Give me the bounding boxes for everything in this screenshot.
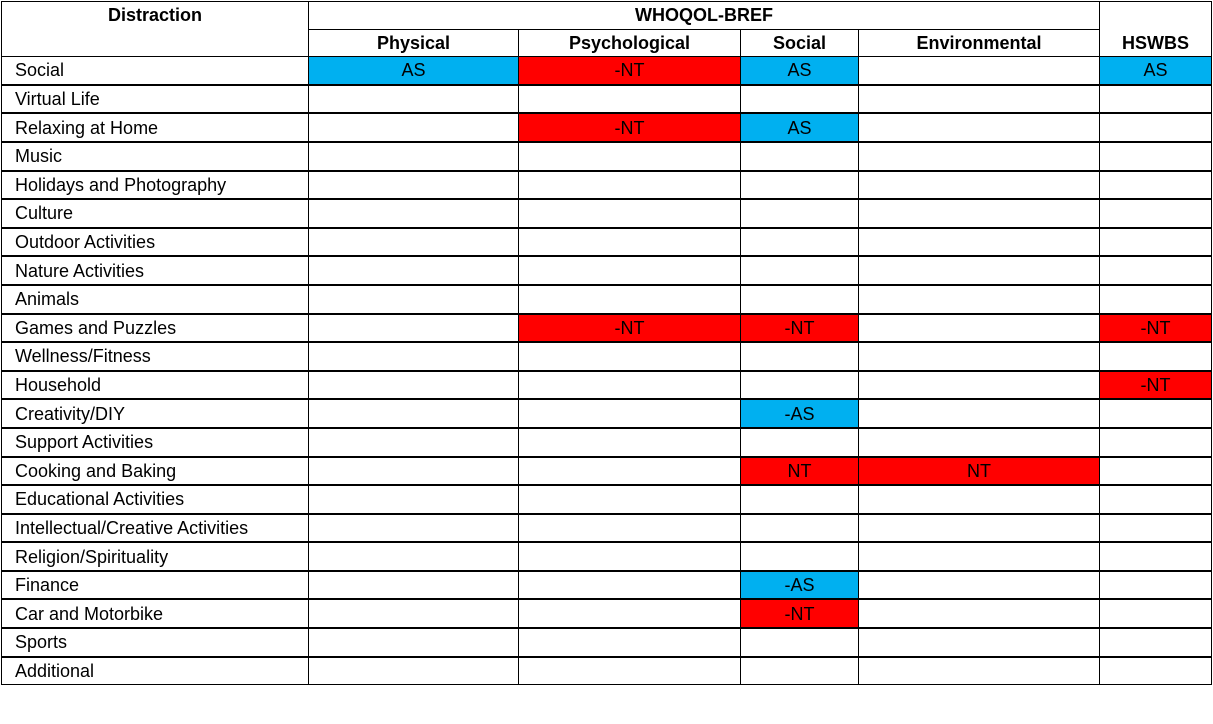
physical-cell (309, 571, 519, 600)
hswbs-cell: AS (1100, 57, 1212, 85)
environmental-cell (859, 285, 1100, 314)
environmental-column-header: Environmental (859, 29, 1100, 57)
hswbs-cell (1100, 228, 1212, 257)
social-cell (741, 199, 859, 228)
hswbs-cell (1100, 571, 1212, 600)
social-cell (741, 657, 859, 685)
table-row (2, 542, 1212, 571)
physical-cell (309, 228, 519, 257)
psychological-cell (519, 514, 741, 543)
physical-cell (309, 399, 519, 428)
environmental-cell (859, 113, 1100, 142)
hswbs-cell (1100, 657, 1212, 685)
social-cell: -AS (741, 571, 859, 600)
physical-cell (309, 171, 519, 200)
psychological-cell (519, 399, 741, 428)
distraction-label: Household (2, 371, 309, 400)
psychological-cell (519, 457, 741, 486)
environmental-cell (859, 542, 1100, 571)
distraction-label: Nature Activities (2, 256, 309, 285)
distraction-label: Educational Activities (2, 485, 309, 514)
hswbs-cell: -NT (1100, 371, 1212, 400)
table-row (2, 428, 1212, 457)
psychological-cell: -NT (519, 113, 741, 142)
physical-cell (309, 314, 519, 343)
environmental-cell (859, 57, 1100, 85)
environmental-cell (859, 314, 1100, 343)
table-row (2, 113, 1212, 142)
physical-cell (309, 256, 519, 285)
environmental-cell (859, 599, 1100, 628)
social-cell (741, 485, 859, 514)
hswbs-cell (1100, 428, 1212, 457)
distraction-label: Sports (2, 628, 309, 657)
results-table-container (1, 1, 1212, 685)
social-column-header: Social (741, 29, 859, 57)
distraction-column-header: Distraction (2, 2, 309, 57)
social-cell: -NT (741, 314, 859, 343)
psychological-cell (519, 428, 741, 457)
distraction-label: Finance (2, 571, 309, 600)
hswbs-cell (1100, 85, 1212, 114)
environmental-cell (859, 514, 1100, 543)
psychological-cell (519, 599, 741, 628)
physical-column-header: Physical (309, 29, 519, 57)
table-row (2, 342, 1212, 371)
environmental-cell (859, 199, 1100, 228)
psychological-cell (519, 571, 741, 600)
psychological-cell: -NT (519, 57, 741, 85)
table-row (2, 485, 1212, 514)
physical-cell (309, 85, 519, 114)
table-row (2, 142, 1212, 171)
distraction-label: Support Activities (2, 428, 309, 457)
social-cell (741, 142, 859, 171)
environmental-cell (859, 571, 1100, 600)
table-row (2, 657, 1212, 685)
psychological-cell (519, 85, 741, 114)
psychological-cell (519, 285, 741, 314)
psychological-cell (519, 371, 741, 400)
hswbs-column-header: HSWBS (1100, 2, 1212, 57)
psychological-cell (519, 542, 741, 571)
environmental-cell (859, 428, 1100, 457)
physical-cell (309, 657, 519, 685)
hswbs-cell (1100, 485, 1212, 514)
hswbs-cell (1100, 628, 1212, 657)
psychological-cell (519, 342, 741, 371)
distraction-label: Creativity/DIY (2, 399, 309, 428)
psychological-cell (519, 485, 741, 514)
social-cell: AS (741, 57, 859, 85)
environmental-cell (859, 171, 1100, 200)
environmental-cell (859, 485, 1100, 514)
psychological-cell: -NT (519, 314, 741, 343)
distraction-label: Animals (2, 285, 309, 314)
psychological-cell (519, 228, 741, 257)
distraction-label: Music (2, 142, 309, 171)
environmental-cell (859, 399, 1100, 428)
physical-cell (309, 485, 519, 514)
table-row (2, 314, 1212, 343)
table-row (2, 457, 1212, 486)
distraction-label: Outdoor Activities (2, 228, 309, 257)
environmental-cell (859, 628, 1100, 657)
hswbs-cell (1100, 457, 1212, 486)
distraction-label: Games and Puzzles (2, 314, 309, 343)
social-cell (741, 256, 859, 285)
physical-cell (309, 199, 519, 228)
table-row (2, 599, 1212, 628)
distraction-label: Holidays and Photography (2, 171, 309, 200)
environmental-cell (859, 228, 1100, 257)
distraction-label: Social (2, 57, 309, 85)
physical-cell (309, 457, 519, 486)
social-cell: -AS (741, 399, 859, 428)
environmental-cell (859, 85, 1100, 114)
hswbs-cell (1100, 342, 1212, 371)
physical-cell: AS (309, 57, 519, 85)
environmental-cell (859, 142, 1100, 171)
table-body (2, 57, 1212, 685)
distraction-label: Additional (2, 657, 309, 685)
whoqol-bref-group-header: WHOQOL-BREF (309, 2, 1100, 30)
distraction-label: Wellness/Fitness (2, 342, 309, 371)
social-cell: -NT (741, 599, 859, 628)
physical-cell (309, 371, 519, 400)
psychological-cell (519, 199, 741, 228)
distraction-label: Virtual Life (2, 85, 309, 114)
table-row (2, 228, 1212, 257)
hswbs-cell (1100, 142, 1212, 171)
psychological-cell (519, 628, 741, 657)
hswbs-cell (1100, 399, 1212, 428)
hswbs-cell (1100, 514, 1212, 543)
psychological-cell (519, 256, 741, 285)
hswbs-cell (1100, 285, 1212, 314)
distraction-results-table (1, 1, 1212, 685)
social-cell (741, 285, 859, 314)
hswbs-cell (1100, 171, 1212, 200)
psychological-cell (519, 171, 741, 200)
hswbs-cell (1100, 256, 1212, 285)
social-cell (741, 171, 859, 200)
table-row (2, 514, 1212, 543)
hswbs-cell (1100, 542, 1212, 571)
table-row (2, 171, 1212, 200)
table-row (2, 371, 1212, 400)
distraction-label: Car and Motorbike (2, 599, 309, 628)
physical-cell (309, 342, 519, 371)
social-cell (741, 628, 859, 657)
psychological-cell (519, 657, 741, 685)
table-row (2, 199, 1212, 228)
social-cell: AS (741, 113, 859, 142)
social-cell (741, 428, 859, 457)
table-row (2, 85, 1212, 114)
header-row-top (2, 2, 1212, 30)
social-cell (741, 514, 859, 543)
environmental-cell (859, 256, 1100, 285)
environmental-cell (859, 371, 1100, 400)
distraction-label: Religion/Spirituality (2, 542, 309, 571)
hswbs-cell: -NT (1100, 314, 1212, 343)
social-cell: NT (741, 457, 859, 486)
hswbs-cell (1100, 599, 1212, 628)
table-row (2, 571, 1212, 600)
environmental-cell (859, 342, 1100, 371)
table-row (2, 399, 1212, 428)
distraction-label: Culture (2, 199, 309, 228)
distraction-label: Cooking and Baking (2, 457, 309, 486)
physical-cell (309, 428, 519, 457)
hswbs-cell (1100, 199, 1212, 228)
table-row (2, 256, 1212, 285)
psychological-cell (519, 142, 741, 171)
social-cell (741, 342, 859, 371)
psychological-column-header: Psychological (519, 29, 741, 57)
physical-cell (309, 113, 519, 142)
physical-cell (309, 142, 519, 171)
table-row (2, 628, 1212, 657)
physical-cell (309, 628, 519, 657)
physical-cell (309, 599, 519, 628)
table-row (2, 57, 1212, 85)
physical-cell (309, 285, 519, 314)
social-cell (741, 85, 859, 114)
distraction-label: Relaxing at Home (2, 113, 309, 142)
social-cell (741, 228, 859, 257)
social-cell (741, 542, 859, 571)
distraction-label: Intellectual/Creative Activities (2, 514, 309, 543)
table-row (2, 285, 1212, 314)
hswbs-cell (1100, 113, 1212, 142)
physical-cell (309, 542, 519, 571)
social-cell (741, 371, 859, 400)
physical-cell (309, 514, 519, 543)
environmental-cell: NT (859, 457, 1100, 486)
environmental-cell (859, 657, 1100, 685)
